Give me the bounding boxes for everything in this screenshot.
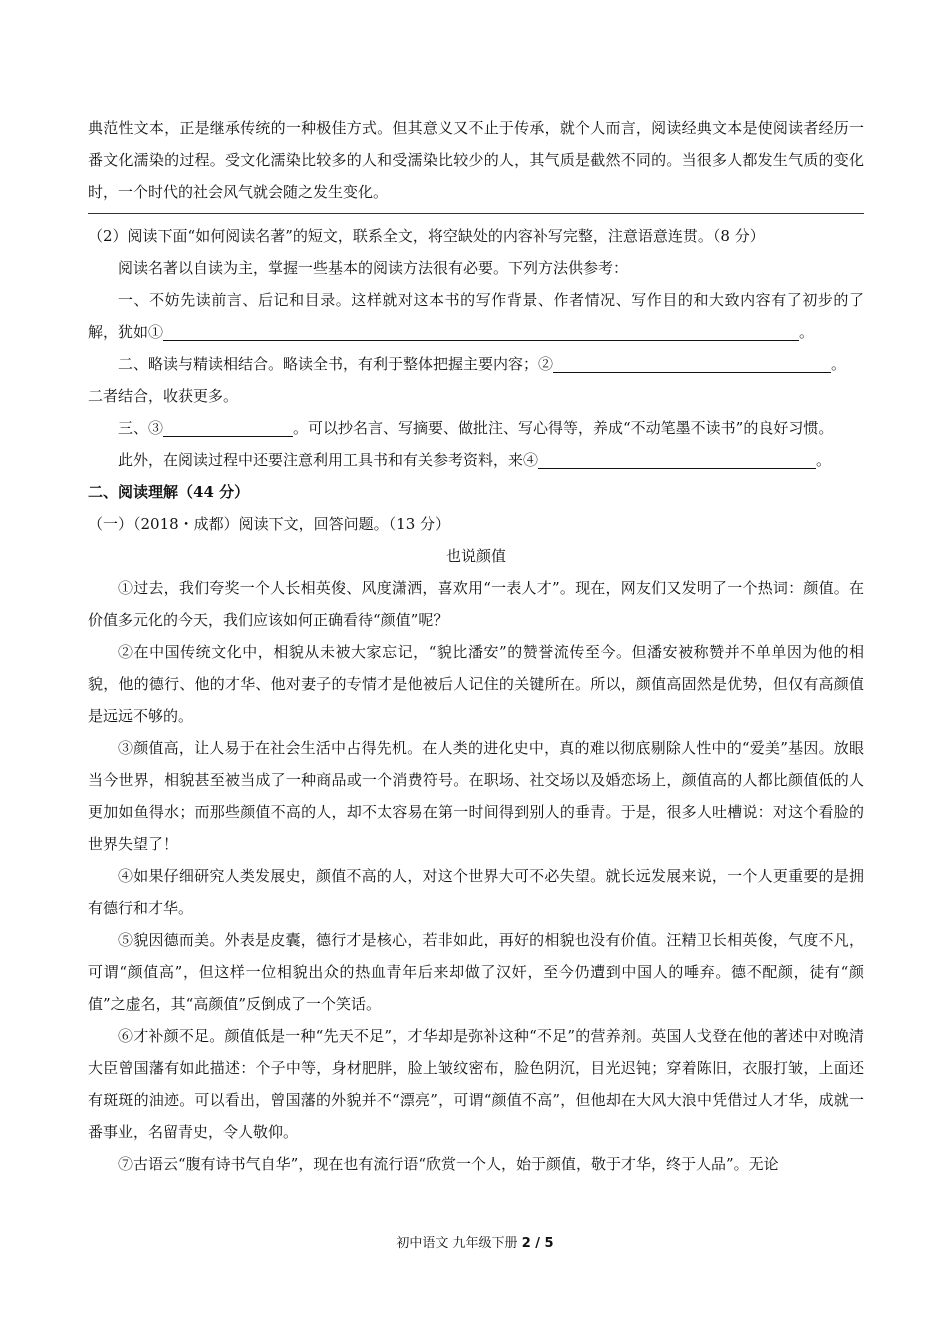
article-title: 也说颜值	[445, 547, 506, 565]
page-number: 2 / 5	[521, 1236, 554, 1251]
top-paragraph: 典范性文本，正是继承传统的一种极佳方式。但其意义又不止于传承，就个人而言，阅读经典文本是使阅读者经历一番文化濡染的过程。受文化濡染比较多的人和受濡染比较少的人，其气质是截然不同的。当很多人都发生气质的变化时，一个时代的社会风气就会随之发生变化。	[88, 119, 864, 201]
article-paragraph: ②在中国传统文化中，相貌从未被大家忘记，“貌比潘安”的赞誉流传至今。但潘安被称赞并不单单因为他的相貌，他的德行、他的才华、他对妻子的专情才是他被后人记住的关键所在。所以，颜值高固然是优势，但仅有高颜值是远远不够的。	[88, 643, 864, 725]
article-paragraph: ①过去，我们夸奖一个人长相英俊、风度潇洒，喜欢用“一表人才”。现在，网友们又发明了一个热词：颜值。在价值多元化的今天，我们应该如何正确看待“颜值”呢？	[88, 579, 864, 629]
answer-blank-4[interactable]	[538, 450, 816, 469]
article-paragraph: ⑤貌因德而美。外表是皮囊，德行才是核心，若非如此，再好的相貌也没有价值。汪精卫长相英俊，气度不凡，可谓“颜值高”，但这样一位相貌出众的热血青年后来却做了汉奸，至今仍遭到中国人的唾弃。德不配颜，徒有“颜值”之虚名，其“高颜值”反倒成了一个笑话。	[88, 931, 864, 1013]
question-2-intro: 阅读名著以自读为主，掌握一些基本的阅读方法很有必要。下列方法供参考：	[118, 259, 629, 277]
answer-blank-2[interactable]	[553, 354, 831, 373]
method-1	[88, 284, 864, 348]
answer-blank-1[interactable]	[163, 322, 799, 341]
method-4	[88, 444, 864, 476]
method-3	[88, 412, 864, 444]
part-1-intro: （一）（2018・成都）阅读下文，回答问题。（13 分）	[88, 515, 451, 533]
method-2-tail: 二者结合，收获更多。	[88, 387, 239, 405]
method-2	[88, 348, 864, 380]
article-paragraph: ③颜值高，让人易于在社会生活中占得先机。在人类的进化史中，真的难以彻底剔除人性中的“爱美”基因。放眼当今世界，相貌甚至被当成了一种商品或一个消费符号。在职场、社交场以及婚恋场上，颜值高的人都比颜值低的人更加如鱼得水；而那些颜值不高的人，却不太容易在第一时间得到别人的垂青。于是，很多人吐槽说：对这个看脸的世界失望了！	[88, 739, 864, 853]
method-3-start: 三、③	[118, 419, 164, 437]
method-3-text: 。可以抄名言、写摘要、做批注、写心得等，养成“不动笔墨不读书”的良好习惯。	[293, 419, 834, 437]
method-2-text: 二、略读与精读相结合。略读全书，有利于整体把握主要内容；②	[118, 355, 554, 373]
method-1-text: 一、不妨先读前言、后记和目录。这样就对这本书的写作背景、作者情况、写作目的和大致内容有了初步的了解，犹如①	[88, 291, 864, 341]
section-2-title: 二、阅读理解（44 分）	[88, 483, 250, 501]
method-4-text: 此外，在阅读过程中还要注意利用工具书和有关参考资料，来④	[118, 451, 539, 469]
page-footer	[0, 1232, 950, 1251]
article-paragraph: ⑦古语云“腹有诗书气自华”，现在也有流行语“欣赏一个人，始于颜值，敬于才华，终于人品”。无论	[118, 1155, 779, 1173]
document-page	[88, 112, 864, 1180]
divider-line	[88, 213, 864, 214]
answer-blank-3[interactable]	[163, 418, 293, 437]
article-paragraph: ⑥才补颜不足。颜值低是一种“先天不足”，才华却是弥补这种“不足”的营养剂。英国人戈登在他的著述中对晚清大臣曾国藩有如此描述：个子中等，身材肥胖，脸上皱纹密布，脸色阴沉，目光迟钝；穿着陈旧，衣服打皱，上面还有斑斑的油迹。可以看出，曾国藩的外貌并不“漂亮”，可谓“颜值不高”，但他却在大风大浪中凭借过人才华，成就一番事业，名留青史，令人敬仰。	[88, 1027, 864, 1141]
method-2-end: 。	[831, 355, 847, 373]
method-4-end: 。	[816, 451, 832, 469]
footer-label: 初中语文 九年级下册	[396, 1236, 518, 1251]
method-1-end: 。	[799, 323, 815, 341]
question-2-prompt: （2）阅读下面“如何阅读名著”的短文，联系全文，将空缺处的内容补写完整，注意语意连贯。（8 分）	[88, 227, 765, 245]
article-paragraph: ④如果仔细研究人类发展史，颜值不高的人，对这个世界大可不必失望。就长远发展来说，一个人更重要的是拥有德行和才华。	[88, 867, 864, 917]
